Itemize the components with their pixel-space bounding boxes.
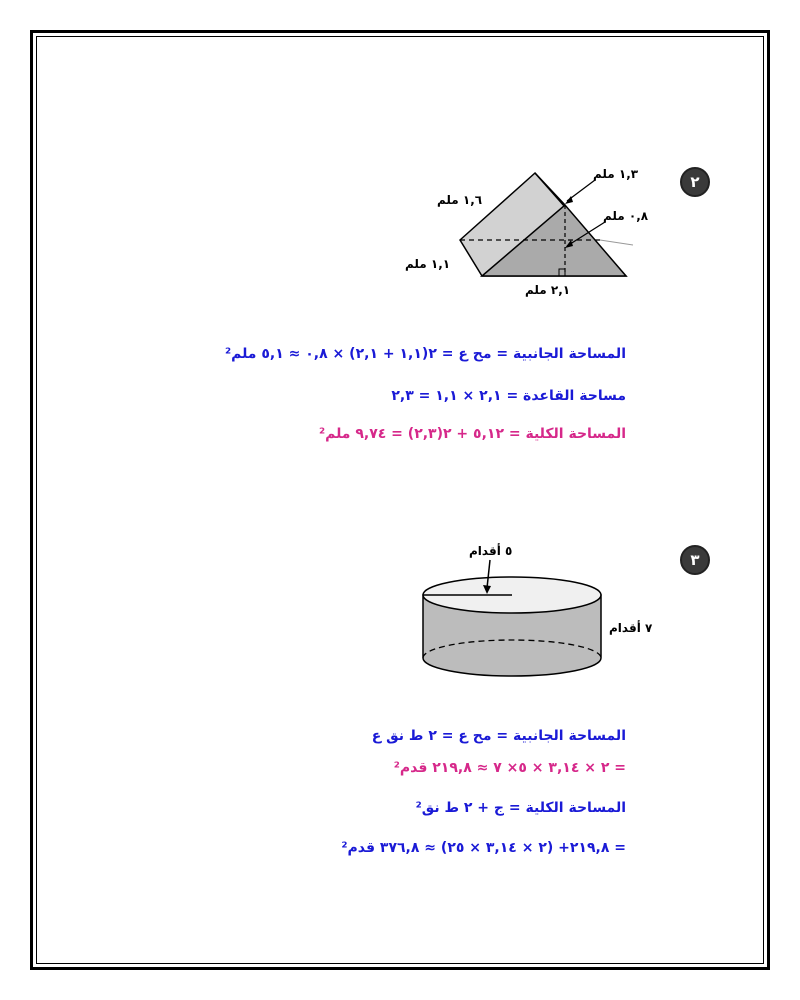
triangular-prism-figure xyxy=(395,160,649,310)
base-area-equation-2: مساحة القاعدة = ٢,١ × ١,١ = ٢,٣ xyxy=(391,388,626,404)
total-area-result-3: = ٢١٩,٨+ (٢ × ٣,١٤ × ٢٥) ≈ ٣٧٦,٨ قدم² xyxy=(341,840,626,856)
label-cylinder-height: ٧ أقدام xyxy=(609,621,653,635)
problem-number-badge-3: ٣ xyxy=(680,545,710,575)
label-height: ٠,٨ ملم xyxy=(603,209,649,223)
label-base: ٢,١ ملم xyxy=(525,283,571,297)
total-area-equation-3: المساحة الكلية = ج + ٢ ط نق² xyxy=(415,800,626,816)
total-area-equation-2: المساحة الكلية = ٥,١٢ + ٢(٢,٣) = ٩,٧٤ ملم² xyxy=(318,426,626,442)
problem-number-badge: ٢ xyxy=(680,167,710,197)
label-top-edge: ١,٣ ملم xyxy=(593,167,639,181)
cylinder-figure xyxy=(405,530,665,680)
lateral-area-equation-2: المساحة الجانبية = مح ع = ٢(١,١ + ٢,١) × ٠,٨ ≈ ٥,١ ملم² xyxy=(224,346,626,362)
label-depth: ١,١ ملم xyxy=(405,257,451,271)
label-radius: ٥ أقدام xyxy=(469,544,513,558)
label-left-edge: ١,٦ ملم xyxy=(437,193,483,207)
extension-line xyxy=(600,240,633,245)
lateral-area-result-3: = ٢ × ٣,١٤ × ٥× ٧ ≈ ٢١٩,٨ قدم² xyxy=(393,760,626,776)
lateral-area-equation-3: المساحة الجانبية = مح ع = ٢ ط نق ع xyxy=(371,728,626,744)
